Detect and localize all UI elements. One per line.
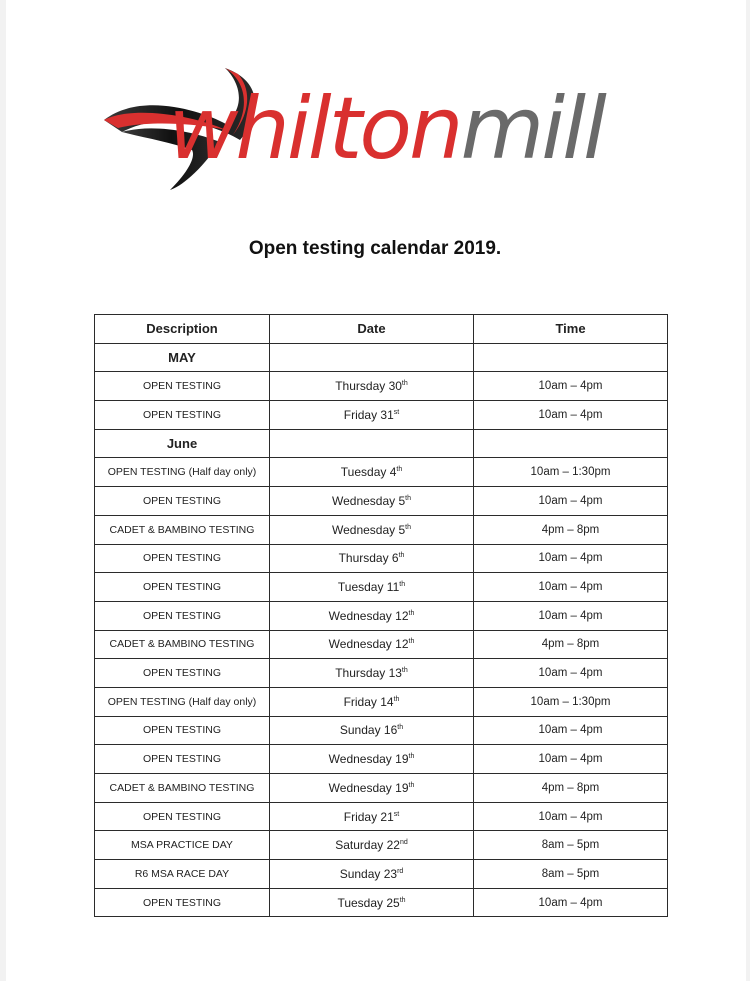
- event-date: [270, 687, 474, 716]
- event-date: [270, 544, 474, 573]
- table-row: [95, 601, 668, 630]
- date-suffix: th: [401, 667, 408, 675]
- date-suffix: th: [408, 781, 415, 789]
- event-description: OPEN TESTING: [95, 601, 270, 630]
- event-time: 4pm – 8pm: [474, 630, 668, 659]
- event-date: [270, 401, 474, 430]
- event-time: 10am – 4pm: [474, 659, 668, 688]
- whiltonmill-wordmark: whiltonmill: [168, 79, 604, 179]
- testing-calendar-table: [94, 314, 668, 917]
- event-date: [270, 601, 474, 630]
- event-date: [270, 774, 474, 803]
- event-description: OPEN TESTING (Half day only): [95, 458, 270, 487]
- event-description: CADET & BAMBINO TESTING: [95, 774, 270, 803]
- date-day: Thursday 30: [335, 379, 402, 394]
- event-description: OPEN TESTING: [95, 372, 270, 401]
- table-row: [95, 888, 668, 917]
- date-suffix: st: [393, 408, 400, 416]
- table-row: [95, 802, 668, 831]
- date-day: Tuesday 11: [337, 580, 400, 595]
- event-date: [270, 831, 474, 860]
- date-suffix: th: [399, 896, 406, 904]
- event-time: 10am – 4pm: [474, 601, 668, 630]
- event-date: [270, 487, 474, 516]
- table-row: [95, 860, 668, 889]
- empty-cell: [270, 429, 474, 458]
- table-body: [95, 343, 668, 917]
- event-date: [270, 573, 474, 602]
- date-day: Friday 21: [343, 809, 394, 824]
- event-description: OPEN TESTING: [95, 802, 270, 831]
- date-day: Sunday 16: [339, 723, 398, 738]
- table-row: [95, 487, 668, 516]
- date-day: Tuesday 4: [340, 465, 397, 480]
- table-row: [95, 372, 668, 401]
- date-day: Thursday 13: [335, 666, 402, 681]
- date-suffix: rd: [397, 867, 404, 875]
- event-time: 10am – 1:30pm: [474, 458, 668, 487]
- date-suffix: st: [393, 810, 400, 818]
- page-title: Open testing calendar 2019.: [248, 238, 502, 259]
- event-time: 10am – 4pm: [474, 802, 668, 831]
- event-time: 10am – 4pm: [474, 372, 668, 401]
- date-day: Wednesday 19: [328, 752, 409, 767]
- event-date: [270, 716, 474, 745]
- table-row: [95, 745, 668, 774]
- date-day: Saturday 22: [335, 838, 400, 853]
- event-description: OPEN TESTING: [95, 487, 270, 516]
- column-header-date: Date: [270, 315, 474, 344]
- event-description: OPEN TESTING: [95, 716, 270, 745]
- table-row: [95, 458, 668, 487]
- date-suffix: th: [396, 466, 403, 474]
- table-row: [95, 515, 668, 544]
- date-suffix: nd: [399, 839, 408, 847]
- date-day: Sunday 23: [339, 866, 398, 881]
- event-date: [270, 515, 474, 544]
- date-suffix: th: [393, 695, 400, 703]
- event-time: 10am – 4pm: [474, 487, 668, 516]
- month-label: June: [95, 429, 270, 458]
- event-description: OPEN TESTING: [95, 544, 270, 573]
- event-description: MSA PRACTICE DAY: [95, 831, 270, 860]
- column-header-time: Time: [474, 315, 668, 344]
- event-date: [270, 458, 474, 487]
- table-row: [95, 401, 668, 430]
- event-description: OPEN TESTING: [95, 745, 270, 774]
- table-row: [95, 716, 668, 745]
- event-description: OPEN TESTING: [95, 659, 270, 688]
- event-time: 10am – 4pm: [474, 888, 668, 917]
- date-day: Wednesday 5: [331, 493, 406, 508]
- event-time: 4pm – 8pm: [474, 515, 668, 544]
- event-description: OPEN TESTING (Half day only): [95, 687, 270, 716]
- date-day: Tuesday 25: [337, 895, 400, 910]
- event-date: [270, 630, 474, 659]
- event-description: CADET & BAMBINO TESTING: [95, 515, 270, 544]
- event-date: [270, 372, 474, 401]
- event-description: OPEN TESTING: [95, 573, 270, 602]
- date-suffix: th: [398, 552, 405, 560]
- table-row: [95, 544, 668, 573]
- event-description: R6 MSA RACE DAY: [95, 860, 270, 889]
- date-day: Wednesday 12: [328, 637, 409, 652]
- date-suffix: th: [405, 523, 411, 531]
- event-time: 10am – 4pm: [474, 544, 668, 573]
- table-row: [95, 630, 668, 659]
- date-day: Wednesday 19: [328, 780, 409, 795]
- event-date: [270, 659, 474, 688]
- column-header-description: Description: [95, 315, 270, 344]
- date-suffix: th: [408, 638, 415, 646]
- month-row: [95, 343, 668, 372]
- date-day: Thursday 6: [338, 551, 399, 566]
- event-description: CADET & BAMBINO TESTING: [95, 630, 270, 659]
- event-time: 10am – 4pm: [474, 573, 668, 602]
- event-date: [270, 745, 474, 774]
- event-date: [270, 888, 474, 917]
- date-suffix: th: [408, 609, 415, 617]
- date-suffix: th: [408, 753, 415, 761]
- event-date: [270, 802, 474, 831]
- date-suffix: th: [405, 494, 411, 502]
- date-day: Wednesday 5: [331, 522, 406, 537]
- event-time: 8am – 5pm: [474, 860, 668, 889]
- event-time: 10am – 4pm: [474, 745, 668, 774]
- event-description: OPEN TESTING: [95, 401, 270, 430]
- event-time: 10am – 4pm: [474, 401, 668, 430]
- date-day: Friday 31: [343, 407, 394, 422]
- month-label: MAY: [95, 343, 270, 372]
- table-row: [95, 573, 668, 602]
- empty-cell: [474, 343, 668, 372]
- date-suffix: th: [401, 380, 408, 388]
- table-row: [95, 774, 668, 803]
- table-header-row: [95, 315, 668, 344]
- date-suffix: th: [399, 581, 406, 589]
- event-date: [270, 860, 474, 889]
- table-row: [95, 831, 668, 860]
- empty-cell: [474, 429, 668, 458]
- date-day: Friday 14: [343, 694, 394, 709]
- table-row: [95, 659, 668, 688]
- event-time: 10am – 1:30pm: [474, 687, 668, 716]
- event-time: 4pm – 8pm: [474, 774, 668, 803]
- event-time: 10am – 4pm: [474, 716, 668, 745]
- date-day: Wednesday 12: [328, 608, 409, 623]
- empty-cell: [270, 343, 474, 372]
- month-row: [95, 429, 668, 458]
- date-suffix: th: [397, 724, 404, 732]
- event-description: OPEN TESTING: [95, 888, 270, 917]
- table-row: [95, 687, 668, 716]
- event-time: 8am – 5pm: [474, 831, 668, 860]
